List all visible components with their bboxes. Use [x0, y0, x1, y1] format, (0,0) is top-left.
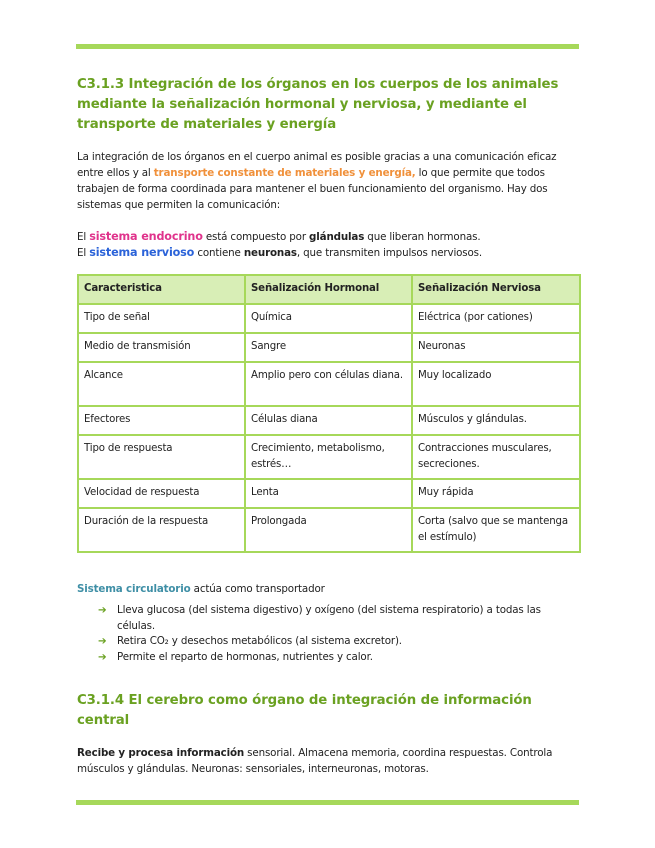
table-cell: Muy rápida: [412, 479, 580, 508]
arrow-right-icon: ➔: [98, 635, 107, 647]
table-cell: Tipo de respuesta: [78, 435, 245, 479]
table-cell: Sangre: [245, 333, 412, 362]
top-divider: [76, 44, 579, 49]
table-cell: Amplio pero con células diana.: [245, 362, 412, 406]
table-cell: Crecimiento, metabolismo, estrés…: [245, 435, 412, 479]
table-cell: Contracciones musculares, secreciones.: [412, 435, 580, 479]
transport-highlight: transporte constante de materiales y energía,: [153, 167, 416, 179]
list-item: ➔ Permite el reparto de hormonas, nutrientes y calor.: [77, 650, 579, 666]
table-cell: Músculos y glándulas.: [412, 406, 580, 435]
table-row: [78, 333, 580, 362]
table-row: [78, 406, 580, 435]
arrow-right-icon: ➔: [98, 650, 107, 663]
table-header-cell: Caracteristica: [78, 275, 245, 304]
bottom-divider: [76, 800, 579, 805]
table-cell: Tipo de señal: [78, 304, 245, 333]
table-cell: Células diana: [245, 406, 412, 435]
brain-paragraph: Recibe y procesa información sensorial. Almacena memoria, coordina respuestas. Controla músculos y glándulas. Neuronas: sensoriales, interneuronas, motoras.: [77, 747, 553, 775]
intro-paragraph: La integración de los órganos en el cuerpo animal es posible gracias a una comunicación eficaz entre ellos y al transporte constante de materiales y energía, lo que permite que todos trabajen de forma coordinada para mantener el buen funcionamiento del organismo. Hay dos sistemas que permiten la comunicación:: [77, 151, 557, 211]
endocrine-term: sistema endocrino: [89, 230, 203, 243]
table-row: [78, 508, 580, 552]
comparison-table: [77, 274, 581, 553]
table-cell: Prolongada: [245, 508, 412, 552]
circulatory-heading: Sistema circulatorio actúa como transportador: [77, 583, 325, 595]
table-row: [78, 362, 580, 406]
section-title-c313: C3.1.3 Integración de los órganos en los cuerpos de los animales mediante la señalización hormonal y nerviosa, y mediante el transporte de materiales y energía: [77, 77, 559, 132]
list-item: ➔ Lleva glucosa (del sistema digestivo) y oxígeno (del sistema respiratorio) a todas las células.: [98, 604, 541, 632]
table-row: [78, 479, 580, 508]
nervous-line: El sistema nervioso contiene neuronas, que transmiten impulsos nerviosos.: [77, 246, 483, 259]
circulatory-list: [77, 603, 579, 665]
page-content: [77, 75, 579, 777]
table-header-cell: Señalización Nerviosa: [412, 275, 580, 304]
section-title-c314: C3.1.4 El cerebro como órgano de integración de información central: [77, 693, 532, 728]
table-cell: Muy localizado: [412, 362, 580, 406]
table-cell: Química: [245, 304, 412, 333]
table-cell: Velocidad de respuesta: [78, 479, 245, 508]
circulatory-term: Sistema circulatorio: [77, 583, 191, 595]
list-item: ➔ Retira CO₂ y desechos metabólicos (al sistema excretor).: [77, 634, 579, 650]
table-cell: Neuronas: [412, 333, 580, 362]
endocrine-line: El sistema endocrino está compuesto por glándulas que liberan hormonas.: [77, 230, 481, 243]
table-cell: Medio de transmisión: [78, 333, 245, 362]
table-cell: Efectores: [78, 406, 245, 435]
table-header-row: [78, 275, 580, 304]
table-cell: Duración de la respuesta: [78, 508, 245, 552]
table-cell: Eléctrica (por cationes): [412, 304, 580, 333]
table-header-cell: Señalización Hormonal: [245, 275, 412, 304]
table-row: [78, 435, 580, 479]
table-cell: Lenta: [245, 479, 412, 508]
table-cell: Corta (salvo que se mantenga el estímulo): [412, 508, 580, 552]
nervous-term: sistema nervioso: [89, 246, 195, 259]
arrow-right-icon: ➔: [98, 604, 107, 616]
table-row: [78, 304, 580, 333]
table-cell: Alcance: [78, 362, 245, 406]
